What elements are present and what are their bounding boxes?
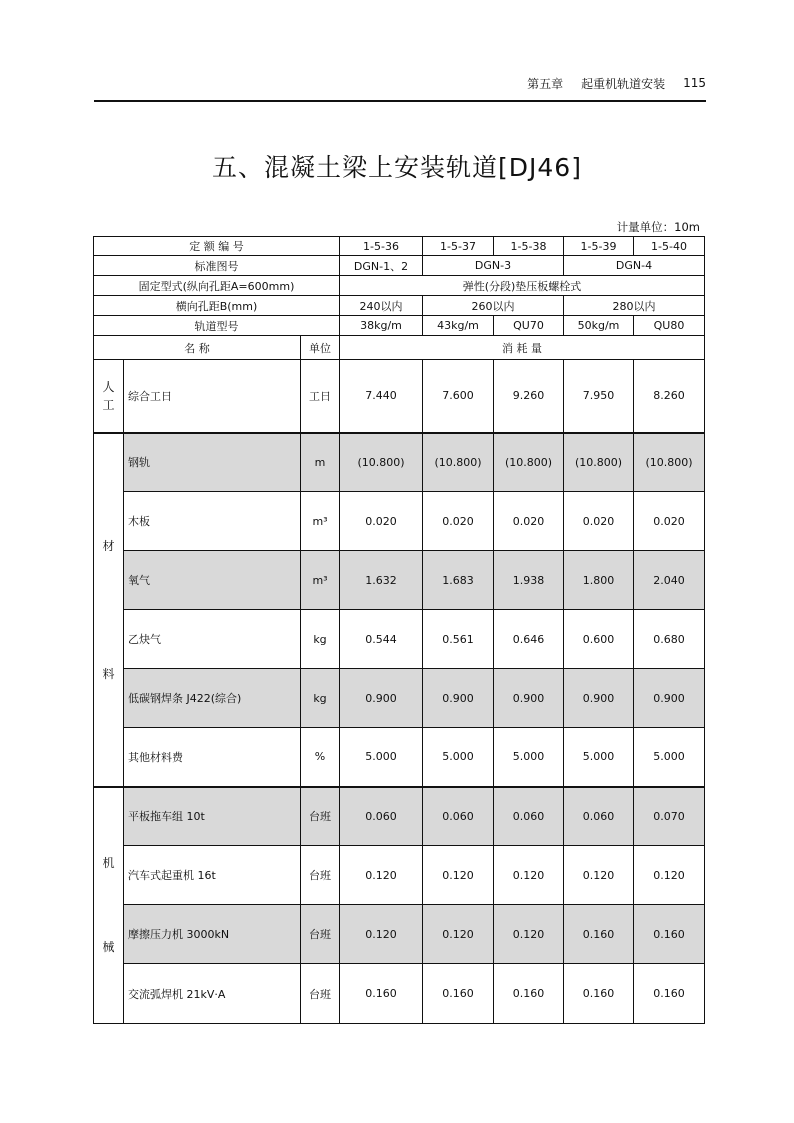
item-name: 汽车式起重机 16t <box>124 846 301 905</box>
value-cell: 0.020 <box>340 492 423 551</box>
table-row <box>94 728 705 787</box>
value-cell: 9.260 <box>494 360 564 433</box>
value-cell: 5.000 <box>494 728 564 787</box>
unit-note: 计量单位：10m <box>616 220 700 234</box>
value-cell: 0.120 <box>340 846 423 905</box>
value-cell: 0.646 <box>494 610 564 669</box>
value-cell: 5.000 <box>340 728 423 787</box>
quota-number-cell: 1-5-37 <box>423 237 494 256</box>
value-cell: 0.900 <box>564 669 634 728</box>
item-name: 乙炔气 <box>124 610 301 669</box>
value-cell: 0.120 <box>564 846 634 905</box>
value-cell: 0.060 <box>340 787 423 846</box>
item-unit: m³ <box>301 551 340 610</box>
value-cell: 0.160 <box>340 964 423 1024</box>
fix-type-row <box>94 276 705 296</box>
value-cell: 0.160 <box>564 905 634 964</box>
quota-number-cell: 1-5-38 <box>494 237 564 256</box>
item-name: 低碳钢焊条 J422(综合) <box>124 669 301 728</box>
fix-type-value: 弹性(分段)垫压板螺栓式 <box>340 276 705 296</box>
column-header-row <box>94 336 705 360</box>
value-cell: 0.160 <box>564 964 634 1024</box>
value-cell: (10.800) <box>634 433 705 492</box>
item-unit: 台班 <box>301 846 340 905</box>
item-unit: 工日 <box>301 360 340 433</box>
page-header <box>94 74 706 92</box>
consumption-header: 消 耗 量 <box>340 336 705 360</box>
value-cell: 0.120 <box>494 905 564 964</box>
value-cell: 0.561 <box>423 610 494 669</box>
quota-number-cell: 1-5-36 <box>340 237 423 256</box>
rail-type-row <box>94 316 705 336</box>
value-cell: 0.600 <box>564 610 634 669</box>
value-cell: 1.800 <box>564 551 634 610</box>
group-material: 材 料 <box>94 433 124 787</box>
item-name: 摩擦压力机 3000kN <box>124 905 301 964</box>
table-row <box>94 551 705 610</box>
value-cell: 0.120 <box>423 905 494 964</box>
hole-b-cell: 240以内 <box>340 296 423 316</box>
value-cell: 0.120 <box>423 846 494 905</box>
group-labor: 人 工 <box>94 360 124 433</box>
value-cell: 0.120 <box>494 846 564 905</box>
rail-type-cell: 43kg/m <box>423 316 494 336</box>
table-row <box>94 669 705 728</box>
std-drawing-row <box>94 256 705 276</box>
value-cell: 0.900 <box>494 669 564 728</box>
value-cell: 0.120 <box>340 905 423 964</box>
std-drawing-cell: DGN-1、2 <box>340 256 423 276</box>
std-drawing-cell: DGN-3 <box>423 256 564 276</box>
value-cell: 0.020 <box>564 492 634 551</box>
rail-type-label: 轨道型号 <box>94 316 340 336</box>
value-cell: 5.000 <box>564 728 634 787</box>
item-name: 交流弧焊机 21kV·A <box>124 964 301 1024</box>
group-machine: 机 械 <box>94 787 124 1024</box>
value-cell: 1.632 <box>340 551 423 610</box>
item-name: 氧气 <box>124 551 301 610</box>
value-cell: 5.000 <box>423 728 494 787</box>
item-name: 钢轨 <box>124 433 301 492</box>
value-cell: 5.000 <box>634 728 705 787</box>
item-name: 平板拖车组 10t <box>124 787 301 846</box>
value-cell: 2.040 <box>634 551 705 610</box>
table-row <box>94 492 705 551</box>
rail-type-cell: QU80 <box>634 316 705 336</box>
value-cell: 0.900 <box>423 669 494 728</box>
item-unit: 台班 <box>301 905 340 964</box>
rail-type-cell: QU70 <box>494 316 564 336</box>
table-row <box>94 360 705 433</box>
hole-b-label: 横向孔距B(mm) <box>94 296 340 316</box>
item-name: 木板 <box>124 492 301 551</box>
value-cell: 0.020 <box>423 492 494 551</box>
item-name: 综合工日 <box>124 360 301 433</box>
hole-b-row <box>94 296 705 316</box>
quota-number-cell: 1-5-40 <box>634 237 705 256</box>
value-cell: 0.060 <box>564 787 634 846</box>
hole-b-cell: 260以内 <box>423 296 564 316</box>
value-cell: 0.060 <box>423 787 494 846</box>
item-unit: 台班 <box>301 964 340 1024</box>
value-cell: 7.950 <box>564 360 634 433</box>
hole-b-cell: 280以内 <box>564 296 705 316</box>
value-cell: 0.680 <box>634 610 705 669</box>
value-cell: 8.260 <box>634 360 705 433</box>
std-drawing-cell: DGN-4 <box>564 256 705 276</box>
value-cell: 0.020 <box>494 492 564 551</box>
table-row <box>94 787 705 846</box>
value-cell: (10.800) <box>340 433 423 492</box>
value-cell: 0.070 <box>634 787 705 846</box>
value-cell: (10.800) <box>494 433 564 492</box>
value-cell: 0.060 <box>494 787 564 846</box>
quota-number-label: 定 额 编 号 <box>94 237 340 256</box>
value-cell: 0.160 <box>423 964 494 1024</box>
value-cell: 0.900 <box>634 669 705 728</box>
rail-type-cell: 50kg/m <box>564 316 634 336</box>
value-cell: 0.120 <box>634 846 705 905</box>
page-number: 115 <box>683 76 706 90</box>
value-cell: 7.600 <box>423 360 494 433</box>
value-cell: 0.020 <box>634 492 705 551</box>
item-unit: 台班 <box>301 787 340 846</box>
value-cell: (10.800) <box>423 433 494 492</box>
table-row <box>94 964 705 1024</box>
item-unit: m <box>301 433 340 492</box>
chapter-label: 第五章 <box>527 76 564 91</box>
quota-number-row <box>94 237 705 256</box>
item-name: 其他材料费 <box>124 728 301 787</box>
value-cell: (10.800) <box>564 433 634 492</box>
item-unit: m³ <box>301 492 340 551</box>
std-drawing-label: 标准图号 <box>94 256 340 276</box>
rail-type-cell: 38kg/m <box>340 316 423 336</box>
page-title: 五、混凝土梁上安装轨道[DJ46] <box>212 153 582 182</box>
item-unit: kg <box>301 669 340 728</box>
table-row <box>94 433 705 492</box>
value-cell: 0.160 <box>634 964 705 1024</box>
value-cell: 0.160 <box>494 964 564 1024</box>
name-header: 名 称 <box>94 336 301 360</box>
item-unit: kg <box>301 610 340 669</box>
value-cell: 0.160 <box>634 905 705 964</box>
table-row <box>94 610 705 669</box>
table-row <box>94 846 705 905</box>
quota-number-cell: 1-5-39 <box>564 237 634 256</box>
table-row <box>94 905 705 964</box>
item-unit: % <box>301 728 340 787</box>
value-cell: 1.938 <box>494 551 564 610</box>
fix-type-label: 固定型式(纵向孔距A=600mm) <box>94 276 340 296</box>
quota-table <box>93 236 705 1024</box>
value-cell: 0.544 <box>340 610 423 669</box>
section-label: 起重机轨道安装 <box>581 76 666 91</box>
header-rule <box>94 100 706 102</box>
value-cell: 7.440 <box>340 360 423 433</box>
value-cell: 0.900 <box>340 669 423 728</box>
value-cell: 1.683 <box>423 551 494 610</box>
unit-header: 单位 <box>301 336 340 360</box>
